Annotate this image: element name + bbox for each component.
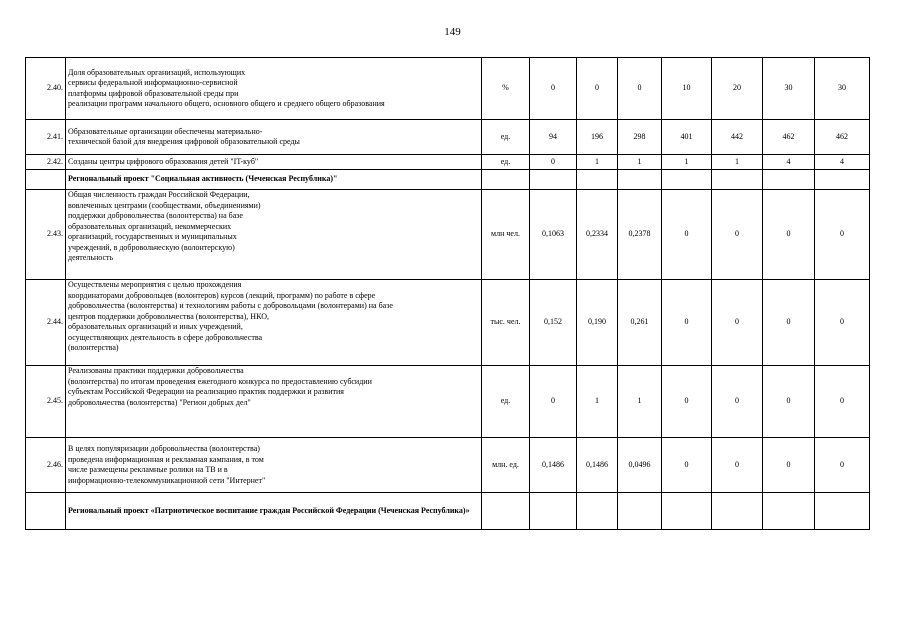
description-line: Созданы центры цифрового образования детей "IT-куб" bbox=[68, 156, 259, 166]
row-number: 2.45. bbox=[26, 366, 66, 438]
value-cell: 0,1063 bbox=[530, 190, 577, 280]
indicator-description bbox=[66, 366, 482, 438]
value-cell: 0,190 bbox=[577, 280, 618, 366]
empty-cell bbox=[763, 493, 815, 530]
description-line: (волонтерства) по итогам проведения ежегодного конкурса по предоставлению субсидии bbox=[68, 376, 372, 386]
description-line: числе размещены рекламные ролики на ТВ и в bbox=[68, 465, 228, 474]
empty-cell bbox=[618, 170, 662, 190]
value-cell: 298 bbox=[618, 120, 662, 155]
value-cell: 196 bbox=[577, 120, 618, 155]
table-row bbox=[26, 58, 870, 120]
value-cell: 0,2334 bbox=[577, 190, 618, 280]
empty-cell bbox=[577, 170, 618, 190]
value-cell: 4 bbox=[763, 155, 815, 170]
value-cell: 0 bbox=[815, 366, 870, 438]
description-line: Общая численность граждан Российской Федерации, bbox=[68, 190, 250, 199]
description-line: образовательных организаций и иных учреждений, bbox=[68, 322, 243, 331]
value-cell: 0 bbox=[712, 438, 763, 493]
empty-cell bbox=[712, 170, 763, 190]
value-cell: 0,261 bbox=[618, 280, 662, 366]
description-line: Реализованы практики поддержки добровольчества bbox=[68, 366, 244, 375]
value-cell: 0 bbox=[712, 280, 763, 366]
description-line: (волонтерства) bbox=[68, 343, 119, 352]
empty-cell bbox=[763, 170, 815, 190]
description-line: вовлеченных центрами (сообществами, объединениями) bbox=[68, 200, 261, 210]
section-row bbox=[26, 170, 870, 190]
indicators-table bbox=[25, 57, 870, 530]
description-line: Осуществлены мероприятия с целью прохождения bbox=[68, 280, 242, 289]
section-title: Региональный проект «Патриотическое воспитание граждан Российской Федерации (Чеченская Республика)» bbox=[66, 493, 482, 530]
value-cell: 0 bbox=[530, 366, 577, 438]
table-row bbox=[26, 155, 870, 170]
description-line: сервисы федеральной информационно-сервисной bbox=[68, 78, 238, 87]
value-cell: 1 bbox=[662, 155, 712, 170]
empty-cell bbox=[482, 493, 530, 530]
unit-cell: ед. bbox=[482, 366, 530, 438]
value-cell: 30 bbox=[815, 58, 870, 120]
value-cell: 1 bbox=[577, 155, 618, 170]
description-line: платформы цифровой образовательной среды при bbox=[68, 88, 239, 98]
indicator-description bbox=[66, 155, 482, 170]
row-number: 2.42. bbox=[26, 155, 66, 170]
value-cell: 462 bbox=[763, 120, 815, 155]
empty-cell bbox=[577, 493, 618, 530]
value-cell: 0 bbox=[763, 438, 815, 493]
value-cell: 0 bbox=[530, 155, 577, 170]
empty-cell bbox=[530, 493, 577, 530]
value-cell: 0 bbox=[618, 58, 662, 120]
indicator-description bbox=[66, 120, 482, 155]
row-number: 2.44. bbox=[26, 280, 66, 366]
value-cell: 0 bbox=[712, 366, 763, 438]
description-line: Образовательные организации обеспечены материально- bbox=[68, 126, 263, 136]
description-line: образовательных организаций, некоммерческих bbox=[68, 221, 232, 231]
value-cell: 401 bbox=[662, 120, 712, 155]
row-number: 2.43. bbox=[26, 190, 66, 280]
value-cell: 1 bbox=[618, 155, 662, 170]
value-cell: 0 bbox=[577, 58, 618, 120]
value-cell: 0,1486 bbox=[530, 438, 577, 493]
description-line: субъектам Российской Федерации на реализацию практик поддержки и развития bbox=[68, 387, 344, 396]
unit-cell: ед. bbox=[482, 155, 530, 170]
indicator-description bbox=[66, 280, 482, 366]
empty-cell bbox=[482, 170, 530, 190]
value-cell: 0,0496 bbox=[618, 438, 662, 493]
value-cell: 30 bbox=[763, 58, 815, 120]
empty-cell bbox=[662, 170, 712, 190]
empty-cell bbox=[530, 170, 577, 190]
value-cell: 0 bbox=[763, 190, 815, 280]
value-cell: 442 bbox=[712, 120, 763, 155]
value-cell: 0 bbox=[763, 280, 815, 366]
table-row bbox=[26, 280, 870, 366]
value-cell: 10 bbox=[662, 58, 712, 120]
value-cell: 0 bbox=[662, 438, 712, 493]
description-line: проведена информационная и рекламная кампания, в том bbox=[68, 454, 264, 464]
value-cell: 0 bbox=[530, 58, 577, 120]
row-number: 2.46. bbox=[26, 438, 66, 493]
indicator-description bbox=[66, 438, 482, 493]
unit-cell: млн чел. bbox=[482, 190, 530, 280]
description-line: организаций, государственных и муниципальных bbox=[68, 232, 237, 241]
description-line: добровольчества (волонтерства) и технологиям работы с добровольцами (волонтерами) на базе bbox=[68, 301, 393, 310]
section-title: Региональный проект "Социальная активность (Чеченская Республика)" bbox=[66, 170, 482, 190]
section-row bbox=[26, 493, 870, 530]
table-row bbox=[26, 438, 870, 493]
value-cell: 0 bbox=[815, 190, 870, 280]
indicator-description bbox=[66, 58, 482, 120]
value-cell: 94 bbox=[530, 120, 577, 155]
description-line: координаторами добровольцев (волонтеров) курсов (лекций, программ) по работе в сфере bbox=[68, 290, 376, 300]
unit-cell: тыс. чел. bbox=[482, 280, 530, 366]
table-row bbox=[26, 190, 870, 280]
unit-cell: % bbox=[482, 58, 530, 120]
description-line: В целях популяризации добровольчества (волонтерства) bbox=[68, 444, 260, 453]
description-line: учреждений, в добровольческую (волонтерскую) bbox=[68, 242, 235, 252]
empty-cell bbox=[815, 493, 870, 530]
description-line: Доля образовательных организаций, использующих bbox=[68, 67, 246, 77]
description-line: технической базой для внедрения цифровой образовательной среды bbox=[68, 137, 300, 146]
value-cell: 4 bbox=[815, 155, 870, 170]
table-row bbox=[26, 366, 870, 438]
description-line: поддержки добровольчества (волонтерства) на базе bbox=[68, 211, 243, 220]
unit-cell: ед. bbox=[482, 120, 530, 155]
value-cell: 0 bbox=[815, 438, 870, 493]
row-number-cell bbox=[26, 493, 66, 530]
value-cell: 0 bbox=[662, 190, 712, 280]
value-cell: 0 bbox=[662, 280, 712, 366]
value-cell: 0,2378 bbox=[618, 190, 662, 280]
empty-cell bbox=[618, 493, 662, 530]
value-cell: 1 bbox=[618, 366, 662, 438]
value-cell: 0,152 bbox=[530, 280, 577, 366]
row-number-cell bbox=[26, 170, 66, 190]
value-cell: 0 bbox=[815, 280, 870, 366]
value-cell: 0 bbox=[763, 366, 815, 438]
row-number: 2.41. bbox=[26, 120, 66, 155]
description-line: добровольчества (волонтерства) "Регион добрых дел" bbox=[68, 397, 251, 407]
value-cell: 462 bbox=[815, 120, 870, 155]
description-line: информационно-телекоммуникационной сети "Интернет" bbox=[68, 475, 266, 485]
unit-cell: млн. ед. bbox=[482, 438, 530, 493]
value-cell: 0,1486 bbox=[577, 438, 618, 493]
page-number: 149 bbox=[444, 26, 461, 38]
empty-cell bbox=[662, 493, 712, 530]
description-line: реализации программ начального общего, основного общего и среднего общего образования bbox=[68, 99, 385, 108]
value-cell: 0 bbox=[662, 366, 712, 438]
table-row bbox=[26, 120, 870, 155]
description-line: центров поддержки добровольчества (волонтерства), НКО, bbox=[68, 311, 269, 321]
description-line: осуществляющих деятельность в сфере добровольчества bbox=[68, 332, 263, 342]
empty-cell bbox=[815, 170, 870, 190]
value-cell: 20 bbox=[712, 58, 763, 120]
indicator-description bbox=[66, 190, 482, 280]
value-cell: 1 bbox=[712, 155, 763, 170]
description-line: деятельность bbox=[68, 253, 114, 262]
empty-cell bbox=[712, 493, 763, 530]
value-cell: 0 bbox=[712, 190, 763, 280]
row-number: 2.40. bbox=[26, 58, 66, 120]
value-cell: 1 bbox=[577, 366, 618, 438]
